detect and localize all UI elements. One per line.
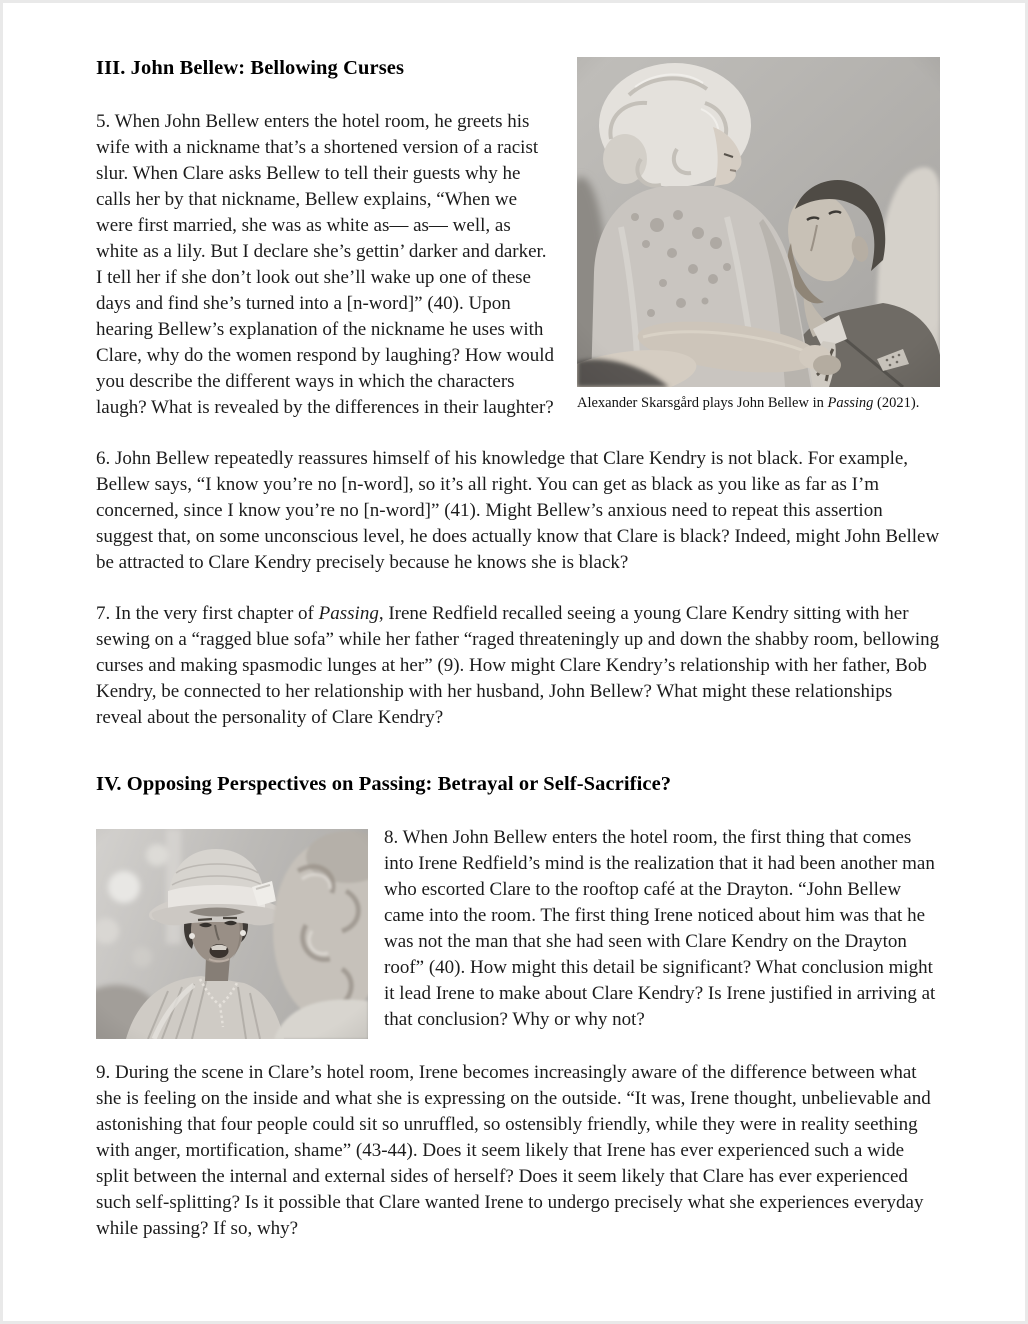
section-iv-body [96,825,940,1033]
section-heading-iii: III. John Bellew: Bellowing Curses [96,57,405,79]
section-iii [96,55,940,731]
figure-irene-photo [96,829,368,1039]
paragraph-6: 6. John Bellew repeatedly reassures himself of his knowledge that Clare Kendry is not black. For example, Bellew says, “I know you’re no [n-word], so it’s all right. You can get as black as you like as far as I’m concerned, since I know you’re no [n-word]” (41). Might Bellew’s anxious need to repeat this assertion suggest that, on some unconscious level, he does actually know that Clare is black? Indeed, might John Bellew be attracted to Clare Kendry precisely because he knows she is black? [96,448,940,573]
photo-bellew-clare [577,57,940,387]
page-content [3,3,1025,1321]
section-heading-iv: IV. Opposing Perspectives on Passing: Betrayal or Self-Sacrifice? [96,773,672,795]
figure-bellew-photo [577,57,940,413]
section-iv [96,771,940,1242]
paragraph-9: 9. During the scene in Clare’s hotel room, Irene becomes increasingly aware of the difference between what she is feeling on the inside and what she is expressing on the outside. “It was, Irene thought, unbelievable and astonishing that four people could sit so unruffled, so ostensibly friendly, while they were in reality seething with anger, mortification, shame” (43-44). Does it seem likely that Irene has ever experienced such a wide split between the internal and external sides of herself? Does it seem likely that Clare has ever experienced such self-splitting? Is it possible that Clare wanted Irene to undergo precisely what she experiences everyday while passing? If so, why? [96,1062,931,1239]
paragraph-5: 5. When John Bellew enters the hotel room, he greets his wife with a nickname that’s a shortened version of a racist slur. When Clare asks Bellew to tell their guests why he calls her by that nickname, Bellew explains, “When we were first married, she was as white as— as— well, as white as a lily. But I declare she’s gettin’ darker and darker. I tell her if she don’t look out she’ll wake up one of these days and find she’s turned into a [n-word]” (40). Upon hearing Bellew’s explanation of the nickname he uses with Clare, why do the women respond by laughing? How would you describe the different ways in which the characters laugh? What is revealed by the differences in their laughter? [96,111,555,418]
paragraph-8: 8. When John Bellew enters the hotel room, the first thing that comes into Irene Redfield’s mind is the realization that it had been another man who escorted Clare to the rooftop café at the Drayton. “John Bellew came into the room. The first thing Irene noticed about him was that he was not the man that she had seen with Clare Kendry on the Drayton roof” (40). How might this detail be significant? What conclusion might it lead Irene to make about Clare Kendry? Is Irene justified in arriving at that conclusion? Why or why not? [384,827,936,1030]
paragraph-7: 7. In the very first chapter of Passing, Irene Redfield recalled seeing a young Clare Kendry sitting with her sewing on a “ragged blue sofa” while her father “raged threateningly up and down the shabby room, bellowing curses and making spasmodic lunges at her” (9). How might Clare Kendry’s relationship with her father, Bob Kendry, be connected to her relationship with her husband, John Bellew? What might these relationships reveal about the personality of Clare Kendry? [96,603,940,728]
photo-caption: Alexander Skarsgård plays John Bellew in Passing (2021). [577,395,920,411]
photo-irene [96,829,368,1039]
